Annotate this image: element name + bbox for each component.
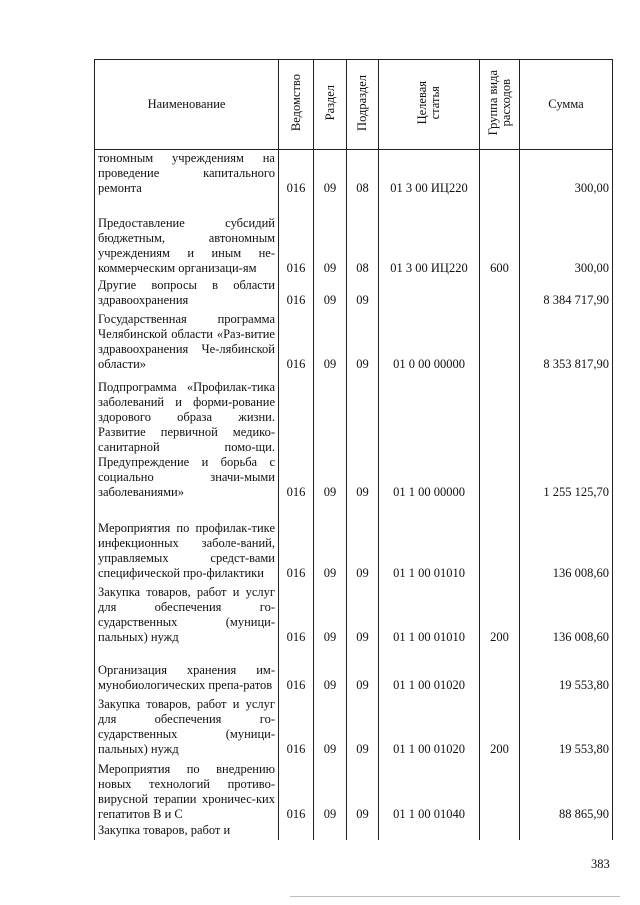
header-expense-group: [480, 60, 520, 150]
row-name: Государственная программа Челябинской области «Раз-витие здравоохранения Че-лябинской области»: [95, 309, 279, 373]
table-row: [95, 277, 613, 309]
row-amount: 300,00: [520, 150, 613, 197]
header-section-label: Раздел: [322, 84, 337, 121]
header-expense-group-line-1: Группа вида: [485, 69, 500, 136]
row-amount: 1 255 125,70: [520, 373, 613, 501]
row-expense-group: [480, 646, 520, 694]
table-row: [95, 646, 613, 694]
row-expense-group: [480, 373, 520, 501]
row-department: 016: [279, 277, 314, 309]
row-amount: [520, 823, 613, 840]
row-name: Подпрограмма «Профилак-тика заболеваний и форми-рование здорового образа жизни. Развитие первичной медико-санитарной помо-щи. Предупреждение и борьба с социально значи-мыми заболеваниями»: [95, 373, 279, 501]
header-target-article-label: [416, 81, 442, 124]
row-subsection: 09: [347, 582, 379, 646]
row-subsection: 09: [347, 309, 379, 373]
row-subsection: 09: [347, 373, 379, 501]
row-amount: 300,00: [520, 197, 613, 277]
table-row: [95, 150, 613, 197]
row-department: 016: [279, 150, 314, 197]
page-number: 383: [591, 857, 610, 871]
header-name-label: Наименование: [147, 97, 226, 111]
row-expense-group: [480, 277, 520, 309]
row-department: 016: [279, 309, 314, 373]
row-amount: 88 865,90: [520, 758, 613, 823]
row-expense-group: [480, 309, 520, 373]
table-row: [95, 758, 613, 823]
row-section: 09: [314, 694, 347, 758]
row-section: [314, 823, 347, 840]
row-section: 09: [314, 646, 347, 694]
header-expense-group-label: [487, 70, 513, 135]
row-subsection: [347, 823, 379, 840]
header-target-article: [379, 60, 480, 150]
row-section: 09: [314, 150, 347, 197]
row-department: [279, 823, 314, 840]
row-department: 016: [279, 197, 314, 277]
header-subsection-label: Подраздел: [355, 74, 369, 131]
row-expense-group: [480, 150, 520, 197]
row-section: 09: [314, 501, 347, 582]
row-section: 09: [314, 197, 347, 277]
row-subsection: 09: [347, 646, 379, 694]
row-subsection: 08: [347, 197, 379, 277]
row-section: 09: [314, 309, 347, 373]
row-name: Закупка товаров, работ и услуг для обеспечения го-сударственных (муници-пальных) нужд: [95, 582, 279, 646]
row-name: Закупка товаров, работ и: [95, 823, 279, 840]
header-name: [95, 60, 279, 150]
row-expense-group: 600: [480, 197, 520, 277]
row-section: 09: [314, 758, 347, 823]
row-subsection: 09: [347, 758, 379, 823]
header-target-article-line-1: Целевая: [415, 80, 429, 125]
row-target-article: 01 3 00 ИЦ220: [379, 197, 480, 277]
header-subsection: [347, 60, 379, 150]
row-target-article: [379, 823, 480, 840]
row-subsection: 09: [347, 501, 379, 582]
row-expense-group: 200: [480, 694, 520, 758]
row-amount: 19 553,80: [520, 646, 613, 694]
header-target-article-line-2: статья: [428, 85, 442, 120]
table-row: [95, 694, 613, 758]
row-department: 016: [279, 501, 314, 582]
row-expense-group: [480, 758, 520, 823]
row-target-article: 01 1 00 01020: [379, 694, 480, 758]
header-department: [279, 60, 314, 150]
row-target-article: 01 1 00 01010: [379, 582, 480, 646]
row-name: Закупка товаров, работ и услуг для обеспечения го-сударственных (муници-пальных) нужд: [95, 694, 279, 758]
row-subsection: 08: [347, 150, 379, 197]
row-expense-group: 200: [480, 582, 520, 646]
row-name: Мероприятия по профилак-тике инфекционных заболе-ваний, управляемых средст-вами специфической про-филактики: [95, 501, 279, 582]
header-section: [314, 60, 347, 150]
row-department: 016: [279, 758, 314, 823]
row-name: тономным учреждениям на проведение капитального ремонта: [95, 150, 279, 197]
header-amount-label: Сумма: [548, 97, 584, 111]
row-target-article: 01 1 00 00000: [379, 373, 480, 501]
header-amount: [520, 60, 613, 150]
row-amount: 136 008,60: [520, 582, 613, 646]
row-amount: 8 384 717,90: [520, 277, 613, 309]
row-amount: 8 353 817,90: [520, 309, 613, 373]
row-expense-group: [480, 501, 520, 582]
table-header-row: [95, 60, 613, 150]
table-row: [95, 373, 613, 501]
row-department: 016: [279, 694, 314, 758]
row-target-article: 01 3 00 ИЦ220: [379, 150, 480, 197]
row-subsection: 09: [347, 694, 379, 758]
row-department: 016: [279, 582, 314, 646]
row-name: Предоставление субсидий бюджетным, автономным учреждениям и иным не-коммерческим организаци-ям: [95, 197, 279, 277]
row-name: Другие вопросы в области здравоохранения: [95, 277, 279, 309]
row-target-article: 01 1 00 01040: [379, 758, 480, 823]
row-department: 016: [279, 373, 314, 501]
table-row: [95, 582, 613, 646]
row-name: Мероприятия по внедрению новых технологий противо-вирусной терапии хроничес-ких гепатитов В и С: [95, 758, 279, 823]
table-row: [95, 197, 613, 277]
row-expense-group: [480, 823, 520, 840]
row-target-article: 01 1 00 01010: [379, 501, 480, 582]
row-name: Организация хранения им-мунобиологических препа-ратов: [95, 646, 279, 694]
row-section: 09: [314, 373, 347, 501]
table-row: [95, 309, 613, 373]
row-target-article: 01 0 00 00000: [379, 309, 480, 373]
row-section: 09: [314, 277, 347, 309]
row-section: 09: [314, 582, 347, 646]
budget-table: [94, 59, 613, 840]
row-subsection: 09: [347, 277, 379, 309]
header-department-label: Ведомство: [288, 73, 303, 132]
header-expense-group-line-2: расходов: [498, 78, 513, 127]
row-target-article: [379, 277, 480, 309]
table-row: [95, 823, 613, 840]
table-row: [95, 501, 613, 582]
footer-rule: [290, 896, 620, 897]
row-target-article: 01 1 00 01020: [379, 646, 480, 694]
row-department: 016: [279, 646, 314, 694]
row-amount: 136 008,60: [520, 501, 613, 582]
row-amount: 19 553,80: [520, 694, 613, 758]
